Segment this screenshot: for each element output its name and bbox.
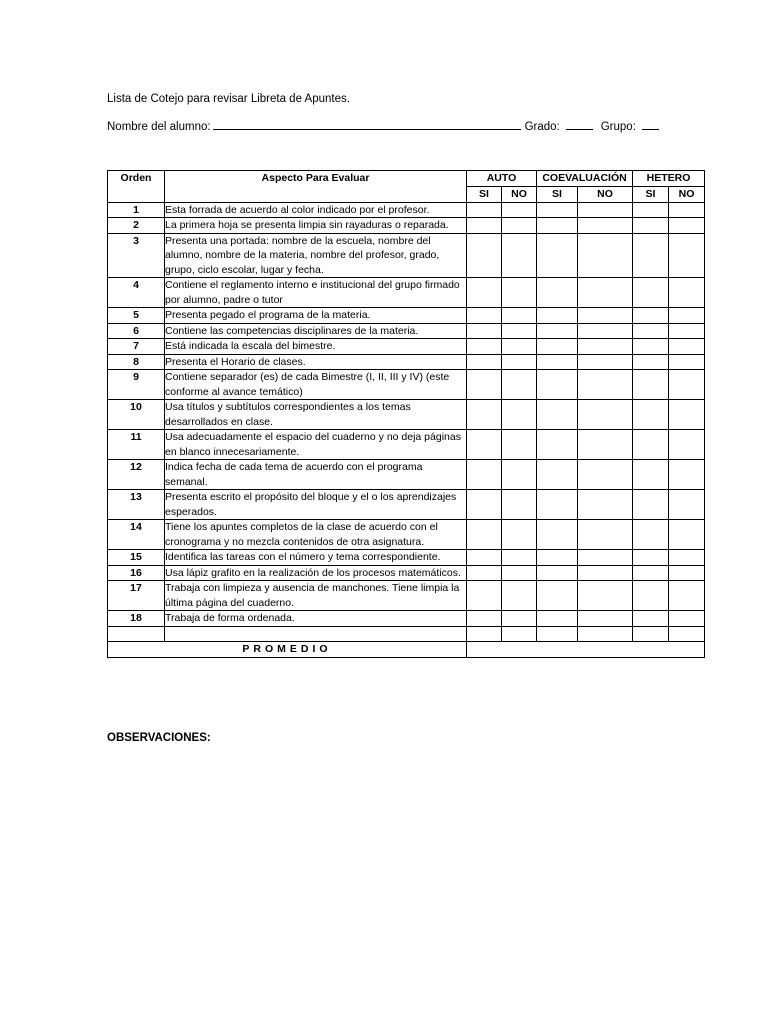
- row-number: 2: [108, 218, 165, 234]
- row-aspect-text: Usa lápiz grafito en la realización de los procesos matemáticos.: [165, 565, 467, 581]
- coev-si-cell[interactable]: [537, 323, 578, 339]
- coev-si-cell[interactable]: [537, 520, 578, 550]
- student-info-line: [107, 119, 659, 133]
- hetero-si-cell[interactable]: [633, 400, 669, 430]
- auto-si-cell[interactable]: [467, 581, 502, 611]
- checklist-row: [108, 354, 705, 370]
- coev-no-cell[interactable]: [578, 323, 633, 339]
- row-number: 17: [108, 581, 165, 611]
- auto-no-cell[interactable]: [502, 550, 537, 566]
- coev-no-cell[interactable]: [578, 550, 633, 566]
- coev-no-cell[interactable]: [578, 218, 633, 234]
- coev-si-cell[interactable]: [537, 490, 578, 520]
- hetero-si-cell[interactable]: [633, 233, 669, 278]
- hetero-si-cell[interactable]: [633, 354, 669, 370]
- row-aspect-text: Trabaja con limpieza y ausencia de manchones. Tiene limpia la última página del cuaderno.: [165, 581, 467, 611]
- checklist-row: [108, 430, 705, 460]
- coevaluacion-header: COEVALUACIÓN: [537, 171, 633, 187]
- row-aspect-text: Tiene los apuntes completos de la clase de acuerdo con el cronograma y no mezcla contenidos de otra asignatura.: [165, 520, 467, 550]
- auto-si-cell[interactable]: [467, 308, 502, 324]
- auto-no-cell[interactable]: [502, 202, 537, 218]
- hetero-no-cell[interactable]: [669, 565, 705, 581]
- blank-cell: [165, 626, 467, 641]
- row-number: 7: [108, 339, 165, 355]
- coev-no-cell[interactable]: [578, 460, 633, 490]
- auto-no-cell[interactable]: [502, 581, 537, 611]
- checklist-row: [108, 202, 705, 218]
- hetero-si-cell[interactable]: [633, 550, 669, 566]
- checklist-row: [108, 520, 705, 550]
- checklist-row: [108, 565, 705, 581]
- coev-si-cell[interactable]: [537, 565, 578, 581]
- hetero-no-cell[interactable]: [669, 202, 705, 218]
- auto-si-cell[interactable]: [467, 278, 502, 308]
- coev-no-cell[interactable]: [578, 370, 633, 400]
- student-name-label: Nombre del alumno:: [107, 121, 211, 133]
- hetero-no-cell[interactable]: [669, 233, 705, 278]
- coev-si-cell[interactable]: [537, 233, 578, 278]
- auto-si-cell[interactable]: [467, 565, 502, 581]
- hetero-no-cell[interactable]: [669, 278, 705, 308]
- row-aspect-text: Presenta el Horario de clases.: [165, 354, 467, 370]
- document-title: Lista de Cotejo para revisar Libreta de Apuntes.: [107, 93, 350, 105]
- row-aspect-text: Contiene el reglamento interno e institucional del grupo firmado por alumno, padre o tutor: [165, 278, 467, 308]
- hetero-si-cell[interactable]: [633, 611, 669, 627]
- row-number: 5: [108, 308, 165, 324]
- checklist-row: [108, 323, 705, 339]
- hetero-no-cell[interactable]: [669, 490, 705, 520]
- row-number: 14: [108, 520, 165, 550]
- checklist-table: [107, 170, 705, 658]
- hetero-si-cell[interactable]: [633, 490, 669, 520]
- auto-si-cell[interactable]: [467, 218, 502, 234]
- row-aspect-text: Presenta escrito el propósito del bloque y el o los aprendizajes esperados.: [165, 490, 467, 520]
- hetero-header: HETERO: [633, 171, 705, 187]
- coev-si-cell[interactable]: [537, 460, 578, 490]
- promedio-row: [108, 641, 705, 657]
- hetero-no-cell[interactable]: [669, 354, 705, 370]
- blank-cell[interactable]: [502, 626, 537, 641]
- coev-no-cell[interactable]: [578, 490, 633, 520]
- hetero-si-cell[interactable]: [633, 278, 669, 308]
- row-number: 3: [108, 233, 165, 278]
- coev-no-cell[interactable]: [578, 339, 633, 355]
- coev-si-cell[interactable]: [537, 550, 578, 566]
- hetero-no-cell[interactable]: [669, 550, 705, 566]
- row-aspect-text: Usa adecuadamente el espacio del cuaderno y no deja páginas en blanco innecesariamente.: [165, 430, 467, 460]
- auto-no-cell[interactable]: [502, 370, 537, 400]
- hetero-si-header: SI: [633, 187, 669, 203]
- coev-si-cell[interactable]: [537, 430, 578, 460]
- checklist-row: [108, 550, 705, 566]
- hetero-no-cell[interactable]: [669, 460, 705, 490]
- coev-si-cell[interactable]: [537, 370, 578, 400]
- auto-si-cell[interactable]: [467, 202, 502, 218]
- blank-cell[interactable]: [537, 626, 578, 641]
- auto-no-cell[interactable]: [502, 308, 537, 324]
- hetero-no-cell[interactable]: [669, 323, 705, 339]
- row-number: 9: [108, 370, 165, 400]
- hetero-si-cell[interactable]: [633, 460, 669, 490]
- checklist-row: [108, 400, 705, 430]
- hetero-si-cell[interactable]: [633, 218, 669, 234]
- row-number: 8: [108, 354, 165, 370]
- blank-cell[interactable]: [669, 626, 705, 641]
- row-aspect-text: Está indicada la escala del bimestre.: [165, 339, 467, 355]
- grado-label: Grado:: [524, 121, 560, 133]
- coev-no-cell[interactable]: [578, 565, 633, 581]
- row-aspect-text: Trabaja de forma ordenada.: [165, 611, 467, 627]
- checklist-row: [108, 308, 705, 324]
- hetero-no-cell[interactable]: [669, 520, 705, 550]
- checklist-row: [108, 278, 705, 308]
- row-number: 10: [108, 400, 165, 430]
- hetero-si-cell[interactable]: [633, 202, 669, 218]
- hetero-si-cell[interactable]: [633, 323, 669, 339]
- auto-no-cell[interactable]: [502, 611, 537, 627]
- coev-no-cell[interactable]: [578, 400, 633, 430]
- auto-si-header: SI: [467, 187, 502, 203]
- row-aspect-text: Presenta pegado el programa de la materia.: [165, 308, 467, 324]
- coev-no-header: NO: [578, 187, 633, 203]
- row-aspect-text: Indica fecha de cada tema de acuerdo con el programa semanal.: [165, 460, 467, 490]
- hetero-no-cell[interactable]: [669, 581, 705, 611]
- coev-no-cell[interactable]: [578, 611, 633, 627]
- coev-si-header: SI: [537, 187, 578, 203]
- hetero-si-cell[interactable]: [633, 565, 669, 581]
- auto-no-cell[interactable]: [502, 565, 537, 581]
- auto-no-cell[interactable]: [502, 460, 537, 490]
- hetero-no-cell[interactable]: [669, 308, 705, 324]
- auto-no-cell[interactable]: [502, 520, 537, 550]
- hetero-no-cell[interactable]: [669, 611, 705, 627]
- hetero-si-cell[interactable]: [633, 370, 669, 400]
- hetero-si-cell[interactable]: [633, 520, 669, 550]
- coev-no-cell[interactable]: [578, 308, 633, 324]
- coev-si-cell[interactable]: [537, 611, 578, 627]
- row-aspect-text: Identifica las tareas con el número y tema correspondiente.: [165, 550, 467, 566]
- row-number: 6: [108, 323, 165, 339]
- coev-no-cell[interactable]: [578, 430, 633, 460]
- coev-si-cell[interactable]: [537, 218, 578, 234]
- blank-cell: [108, 626, 165, 641]
- row-aspect-text: Contiene separador (es) de cada Bimestre (I, II, III y IV) (este conforme al avance temático): [165, 370, 467, 400]
- hetero-no-cell[interactable]: [669, 400, 705, 430]
- coev-si-cell[interactable]: [537, 339, 578, 355]
- auto-no-cell[interactable]: [502, 323, 537, 339]
- hetero-no-cell[interactable]: [669, 370, 705, 400]
- auto-no-cell[interactable]: [502, 278, 537, 308]
- auto-si-cell[interactable]: [467, 430, 502, 460]
- checklist-row: [108, 581, 705, 611]
- auto-no-cell[interactable]: [502, 400, 537, 430]
- row-number: 11: [108, 430, 165, 460]
- hetero-si-cell[interactable]: [633, 308, 669, 324]
- row-number: 18: [108, 611, 165, 627]
- checklist-row: [108, 233, 705, 278]
- blank-cell[interactable]: [467, 626, 502, 641]
- hetero-si-cell[interactable]: [633, 581, 669, 611]
- auto-si-cell[interactable]: [467, 400, 502, 430]
- coev-si-cell[interactable]: [537, 202, 578, 218]
- coev-no-cell[interactable]: [578, 278, 633, 308]
- auto-no-cell[interactable]: [502, 218, 537, 234]
- auto-no-header: NO: [502, 187, 537, 203]
- blank-cell[interactable]: [578, 626, 633, 641]
- auto-si-cell[interactable]: [467, 339, 502, 355]
- auto-no-cell[interactable]: [502, 430, 537, 460]
- row-aspect-text: Usa títulos y subtítulos correspondientes a los temas desarrollados en clase.: [165, 400, 467, 430]
- auto-si-cell[interactable]: [467, 490, 502, 520]
- coev-no-cell[interactable]: [578, 354, 633, 370]
- coev-no-cell[interactable]: [578, 233, 633, 278]
- auto-si-cell[interactable]: [467, 611, 502, 627]
- coev-no-cell[interactable]: [578, 202, 633, 218]
- row-number: 4: [108, 278, 165, 308]
- coev-si-cell[interactable]: [537, 278, 578, 308]
- row-number: 12: [108, 460, 165, 490]
- grupo-label: Grupo:: [600, 121, 636, 133]
- coev-no-cell[interactable]: [578, 520, 633, 550]
- observaciones-label: OBSERVACIONES:: [107, 732, 211, 744]
- orden-header: Orden: [108, 171, 165, 203]
- checklist-row: [108, 339, 705, 355]
- promedio-value-cell[interactable]: [467, 641, 705, 657]
- auto-header: AUTO: [467, 171, 537, 187]
- row-aspect-text: Esta forrada de acuerdo al color indicado por el profesor.: [165, 202, 467, 218]
- auto-si-cell[interactable]: [467, 370, 502, 400]
- auto-si-cell[interactable]: [467, 354, 502, 370]
- hetero-si-cell[interactable]: [633, 339, 669, 355]
- auto-no-cell[interactable]: [502, 233, 537, 278]
- coev-si-cell[interactable]: [537, 581, 578, 611]
- auto-si-cell[interactable]: [467, 323, 502, 339]
- row-aspect-text: La primera hoja se presenta limpia sin rayaduras o reparada.: [165, 218, 467, 234]
- row-number: 1: [108, 202, 165, 218]
- auto-no-cell[interactable]: [502, 490, 537, 520]
- coev-si-cell[interactable]: [537, 354, 578, 370]
- row-number: 13: [108, 490, 165, 520]
- auto-no-cell[interactable]: [502, 339, 537, 355]
- auto-si-cell[interactable]: [467, 550, 502, 566]
- hetero-no-cell[interactable]: [669, 339, 705, 355]
- promedio-label: PROMEDIO: [108, 641, 467, 657]
- hetero-no-header: NO: [669, 187, 705, 203]
- coev-si-cell[interactable]: [537, 400, 578, 430]
- row-aspect-text: Contiene las competencias disciplinares de la materia.: [165, 323, 467, 339]
- row-number: 15: [108, 550, 165, 566]
- grado-field[interactable]: [566, 119, 593, 130]
- coev-no-cell[interactable]: [578, 581, 633, 611]
- auto-si-cell[interactable]: [467, 520, 502, 550]
- auto-si-cell[interactable]: [467, 460, 502, 490]
- checklist-row: [108, 490, 705, 520]
- checklist-row: [108, 218, 705, 234]
- hetero-si-cell[interactable]: [633, 430, 669, 460]
- hetero-no-cell[interactable]: [669, 430, 705, 460]
- hetero-no-cell[interactable]: [669, 218, 705, 234]
- auto-si-cell[interactable]: [467, 233, 502, 278]
- blank-row: [108, 626, 705, 641]
- aspecto-header: Aspecto Para Evaluar: [165, 171, 467, 203]
- checklist-row: [108, 460, 705, 490]
- auto-no-cell[interactable]: [502, 354, 537, 370]
- blank-cell[interactable]: [633, 626, 669, 641]
- coev-si-cell[interactable]: [537, 308, 578, 324]
- checklist-row: [108, 370, 705, 400]
- student-name-field[interactable]: [213, 119, 521, 130]
- row-aspect-text: Presenta una portada: nombre de la escuela, nombre del alumno, nombre de la materia, nombre del profesor, grado, grupo, ciclo escolar, lugar y fecha.: [165, 233, 467, 278]
- checklist-row: [108, 611, 705, 627]
- row-number: 16: [108, 565, 165, 581]
- grupo-field[interactable]: [642, 119, 659, 130]
